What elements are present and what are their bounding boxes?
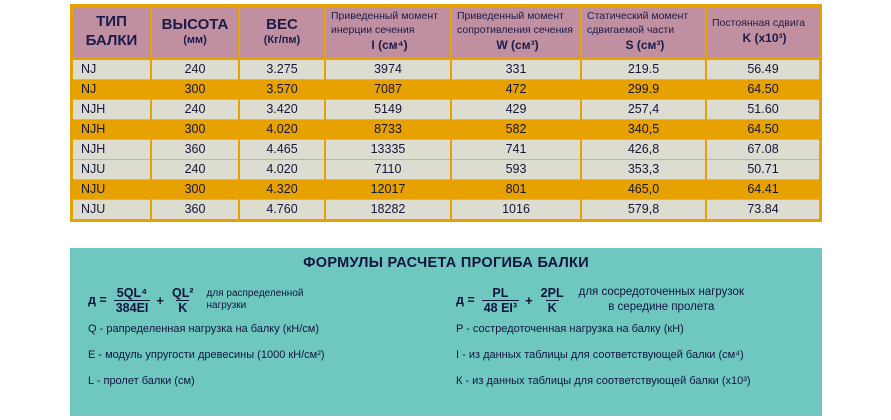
cell-beam-type: NJU [73, 179, 151, 199]
cell-moment-inertia: 7087 [325, 79, 451, 99]
table-row [73, 199, 819, 219]
definition-I: I - из данных таблицы для соответствующей балки (см⁴) [456, 349, 744, 362]
header-moment-inertia-text: Приведенный момент инерции сечения [331, 10, 438, 36]
formula-concentrated-note-line1: для сосредоточенных нагрузок [578, 286, 744, 299]
cell-height: 300 [151, 179, 239, 199]
cell-beam-type: NJU [73, 199, 151, 219]
cell-section-modulus: 331 [451, 58, 581, 79]
beam-table [73, 7, 819, 219]
formula-distributed-term1-denominator: 384EI [115, 300, 149, 315]
formula-concentrated-plus: + [525, 292, 533, 308]
formula-distributed-plus: + [156, 292, 164, 308]
formula-distributed-lead: д = [88, 293, 107, 307]
cell-shear-constant: 64.50 [706, 119, 819, 139]
table-row [73, 79, 819, 99]
formula-column-concentrated [446, 279, 822, 402]
cell-shear-constant: 64.41 [706, 179, 819, 199]
formula-concentrated-term1-denominator: 48 EI³ [483, 300, 518, 315]
cell-section-modulus: 582 [451, 119, 581, 139]
cell-height: 360 [151, 139, 239, 159]
formula-concentrated-term2 [539, 286, 566, 315]
cell-static-moment: 257,4 [581, 99, 706, 119]
table-body [73, 58, 819, 219]
cell-beam-type: NJH [73, 99, 151, 119]
table-row [73, 179, 819, 199]
beam-properties-table [70, 4, 822, 222]
cell-shear-constant: 73.84 [706, 199, 819, 219]
formula-panel-title: ФОРМУЛЫ РАСЧЕТА ПРОГИБА БАЛКИ [303, 255, 589, 271]
cell-weight: 4.020 [239, 119, 325, 139]
cell-weight: 4.760 [239, 199, 325, 219]
cell-moment-inertia: 13335 [325, 139, 451, 159]
cell-static-moment: 340,5 [581, 119, 706, 139]
cell-moment-inertia: 18282 [325, 199, 451, 219]
cell-weight: 3.570 [239, 79, 325, 99]
cell-static-moment: 426,8 [581, 139, 706, 159]
header-height-unit: (мм) [183, 34, 207, 47]
header-weight-label: ВЕС [266, 15, 298, 33]
header-shear-constant-symbol: K (x10³) [742, 31, 787, 46]
cell-section-modulus: 1016 [451, 199, 581, 219]
formula-distributed-term1 [114, 286, 151, 315]
definition-L: L - пролет балки (см) [88, 375, 195, 388]
cell-beam-type: NJ [73, 79, 151, 99]
cell-section-modulus: 593 [451, 159, 581, 179]
cell-shear-constant: 51.60 [706, 99, 819, 119]
formula-concentrated-lead: д = [456, 293, 475, 307]
formula-columns [70, 279, 822, 402]
header-static-moment-symbol: S (см³) [625, 38, 665, 53]
formula-distributed-equation [88, 279, 446, 321]
cell-weight: 4.020 [239, 159, 325, 179]
cell-moment-inertia: 7110 [325, 159, 451, 179]
header-beam-type-line2: БАЛКИ [85, 31, 138, 49]
cell-section-modulus: 472 [451, 79, 581, 99]
header-weight [239, 7, 325, 58]
cell-shear-constant: 50.71 [706, 159, 819, 179]
cell-beam-type: NJH [73, 119, 151, 139]
table-row [73, 139, 819, 159]
cell-height: 240 [151, 159, 239, 179]
formula-distributed-note: для распределенной нагрузки [206, 287, 304, 311]
header-moment-inertia [325, 7, 451, 58]
cell-section-modulus: 429 [451, 99, 581, 119]
header-weight-unit: (Кг/пм) [263, 34, 301, 47]
formula-concentrated-equation [456, 279, 822, 321]
formula-concentrated-note [579, 285, 744, 315]
deflection-formula-panel [70, 248, 822, 416]
cell-shear-constant: 56.49 [706, 58, 819, 79]
formula-distributed-term2-numerator: QL² [171, 285, 194, 300]
header-shear-constant [706, 7, 819, 58]
formula-concentrated-term1 [482, 286, 519, 315]
table-row [73, 159, 819, 179]
header-static-moment-text: Статический момент сдвигаемой части [587, 10, 689, 36]
cell-shear-constant: 67.08 [706, 139, 819, 159]
header-beam-type-line1: ТИП [96, 13, 127, 31]
formula-column-distributed [70, 279, 446, 402]
formula-distributed-definitions [88, 323, 446, 389]
cell-weight: 4.320 [239, 179, 325, 199]
header-section-modulus-text: Приведенный момент сопротивления сечения [457, 10, 573, 36]
cell-static-moment: 219.5 [581, 58, 706, 79]
cell-moment-inertia: 5149 [325, 99, 451, 119]
formula-distributed-term2-denominator: K [178, 300, 188, 315]
cell-static-moment: 353,3 [581, 159, 706, 179]
cell-weight: 4.465 [239, 139, 325, 159]
header-beam-type [73, 7, 151, 58]
header-section-modulus [451, 7, 581, 58]
cell-static-moment: 299.9 [581, 79, 706, 99]
cell-shear-constant: 64.50 [706, 79, 819, 99]
cell-beam-type: NJU [73, 159, 151, 179]
header-moment-inertia-symbol: I (см⁴) [371, 38, 408, 53]
definition-E: E - модуль упругости древесины (1000 кН/см²) [88, 349, 325, 362]
cell-static-moment: 465,0 [581, 179, 706, 199]
definition-K: К - из данных таблицы для соответствующей балки (х10³) [456, 375, 751, 388]
cell-moment-inertia: 3974 [325, 58, 451, 79]
table-row [73, 99, 819, 119]
definition-Q: Q - рапределенная нагрузка на балку (кН/см) [88, 323, 319, 335]
cell-beam-type: NJ [73, 58, 151, 79]
formula-concentrated-definitions [456, 323, 822, 389]
definition-P: P - состредоточенная нагрузка на балку (кН) [456, 323, 684, 335]
cell-weight: 3.275 [239, 58, 325, 79]
formula-distributed-term1-numerator: 5QL⁴ [116, 285, 148, 300]
table-row [73, 119, 819, 139]
cell-height: 240 [151, 99, 239, 119]
formula-concentrated-note-line2: в середине пролета [608, 301, 715, 313]
cell-height: 300 [151, 119, 239, 139]
cell-beam-type: NJH [73, 139, 151, 159]
header-height [151, 7, 239, 58]
table-header-row [73, 7, 819, 58]
header-static-moment [581, 7, 706, 58]
cell-weight: 3.420 [239, 99, 325, 119]
header-height-label: ВЫСОТА [161, 15, 229, 33]
formula-concentrated-term2-numerator: 2PL [540, 285, 564, 300]
table-row [73, 58, 819, 79]
cell-section-modulus: 741 [451, 139, 581, 159]
cell-height: 300 [151, 79, 239, 99]
header-section-modulus-symbol: W (см³) [496, 38, 539, 53]
cell-static-moment: 579,8 [581, 199, 706, 219]
formula-distributed-term2 [170, 286, 196, 315]
cell-section-modulus: 801 [451, 179, 581, 199]
cell-height: 240 [151, 58, 239, 79]
formula-concentrated-term2-denominator: K [547, 300, 557, 315]
header-shear-constant-text: Постоянная сдвига [712, 16, 806, 29]
cell-height: 360 [151, 199, 239, 219]
formula-concentrated-term1-numerator: PL [492, 285, 509, 300]
cell-moment-inertia: 8733 [325, 119, 451, 139]
cell-moment-inertia: 12017 [325, 179, 451, 199]
